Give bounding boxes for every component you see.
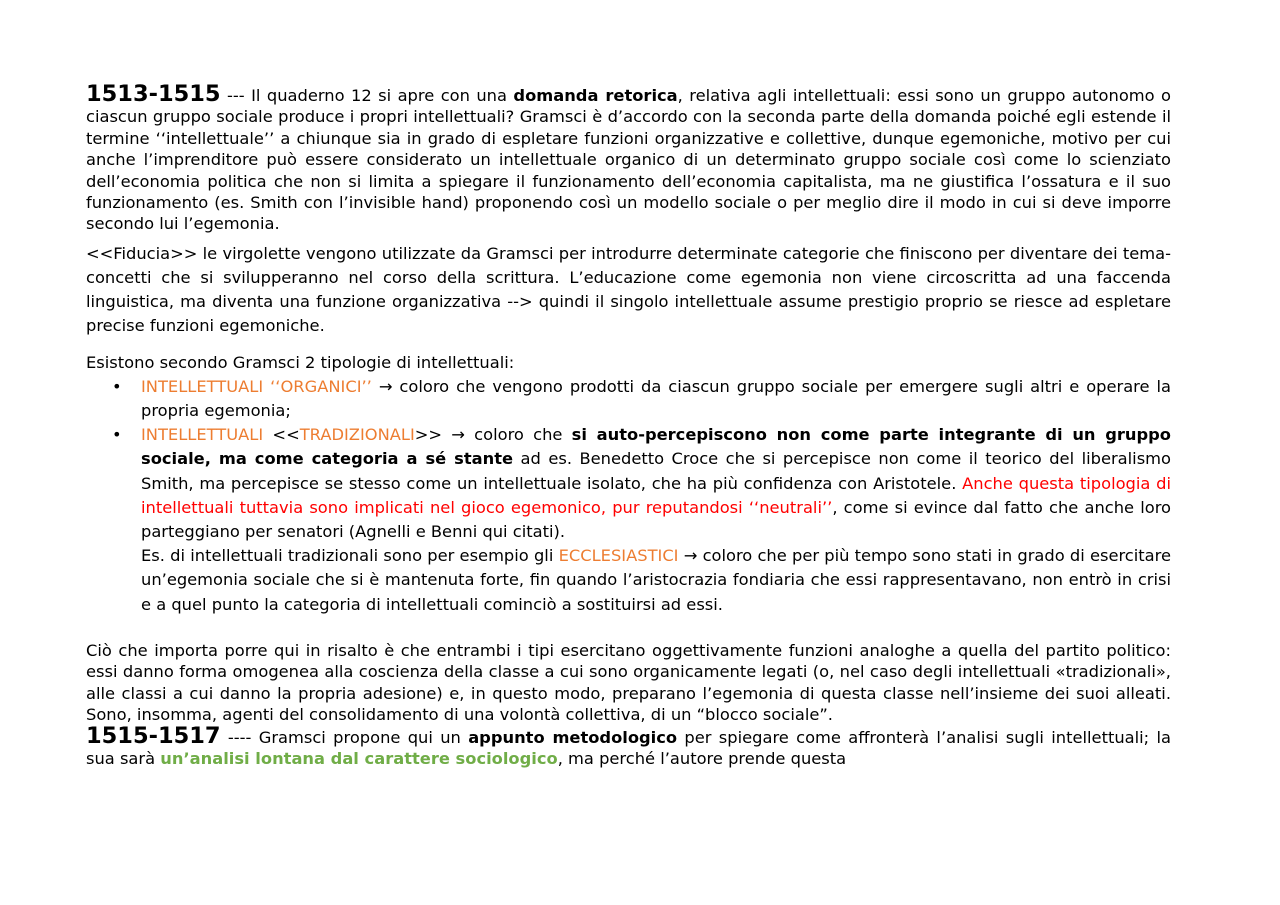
green-highlight-text: un’analisi lontana dal carattere sociologico (160, 748, 558, 768)
bold-appunto-metodologico: appunto metodologico (468, 727, 678, 747)
section-heading-1515-1517: 1515-1517 (86, 722, 221, 749)
label-intellettuali: INTELLETTUALI (141, 425, 264, 445)
document-page (86, 81, 1172, 769)
list-item-organici: • INTELLETTUALI ‘‘ORGANICI’’ → coloro che vengono prodotti da ciascun gruppo sociale per emergere sugli altri e operare la propria egemonia; (112, 376, 1171, 421)
bold-domanda-retorica: domanda retorica (513, 86, 678, 105)
paragraph-funzioni-analoghe: Ciò che importa porre qui in risalto è che entrambi i tipi esercitano oggettivamente funzioni analoghe a quella del partito politico: essi danno forma omogenea alla coscienza della classe a cui sono organicamente legati (o, nel caso degli intellettuali «tradizionali», alle classi a cui danno la propria adesione) e, in questo modo, preparano l’egemonia di questa classe nell’insieme dei suoi alleati. Sono, insomma, agenti del consolidamento di una volontà collettiva, di un “blocco sociale”. (86, 640, 1171, 725)
section-heading-1513-1515: 1513-1515 (86, 81, 221, 107)
ecclesiastici-example: Es. di intellettuali tradizionali sono per esempio gli ECCLESIASTICI → coloro che per più tempo sono stati in grado di esercitare un’egemonia sociale che si è mantenuta forte, fin quando l’aristocrazia fondiaria che essi rappresentavano, non entrò in crisi e a quel punto la categoria di intellettuali cominciò a sostituirsi ad essi. (141, 546, 1171, 614)
label-ecclesiastici: ECCLESIASTICI (558, 546, 679, 566)
list-item-tradizionali: • INTELLETTUALI <<TRADIZIONALI>> → coloro che si auto-percepiscono non come parte integrante di un gruppo sociale, ma come categoria a sé stante ad es. Benedetto Croce che si percepisce non come il teorico del liberalismo Smith, ma percepisce se stesso come un intellettuale isolato, che ha più confidenza con Aristotele. Anche questa tipologia di intellettuali tuttavia sono implicati nel gioco egemonico, pur reputandosi ‘‘neutrali’’, come si evince dal fatto che anche loro parteggiano per senatori (Agnelli e Benni qui citati). Es. di intellettuali tradizionali sono per esempio gli ECCLESIASTICI → coloro che per più tempo sono stati in grado di esercitare un’egemonia sociale che si è mantenuta forte, fin quando l’aristocrazia fondiaria che essi rappresentavano, non entrò in crisi e a quel punto la categoria di intellettuali cominciò a sostituirsi ad essi. (86, 423, 1171, 617)
label-tradizionali: TRADIZIONALI (299, 425, 415, 445)
bullet-icon: • (112, 376, 122, 396)
paragraph-tipologie-intro: Esistono secondo Gramsci 2 tipologie di intellettuali: (86, 352, 515, 372)
intellectual-types-list (86, 375, 1171, 617)
bullet-icon: • (112, 425, 122, 445)
paragraph-fiducia: <<Fiducia>> le virgolette vengono utilizzate da Gramsci per introdurre determinate categorie che finiscono per diventare dei tema-concetti che si svilupperanno nel corso della scrittura. L’educazione come egemonia non viene circoscritta ad una faccenda linguistica, ma diventa una funzione organizzativa --> quindi il singolo intellettuale assume prestigio proprio se riesce ad espletare precise funzioni egemoniche. (86, 243, 1171, 336)
red-highlight-text: Anche questa tipologia di intellettuali tuttavia sono implicati nel gioco egemonico, pur reputandosi ‘‘neutrali’’ (141, 473, 1171, 517)
paragraph-1513-1515: 1513-1515 --- Il quaderno 12 si apre con una domanda retorica, relativa agli intellettuali: essi sono un gruppo autonomo o ciascun gruppo sociale produce i propri intellettuali? Gramsci è d’accordo con la seconda parte della domanda poiché egli estende il termine ‘‘intellettuale’’ a chiunque sia in grado di espletare funzioni organizzative e collettive, dunque egemoniche, motivo per cui anche l’imprenditore può essere considerato un intellettuale organico di un determinato gruppo sociale così come lo scienziato dell’economia politica che non si limita a spiegare il funzionamento dell’economia capitalista, ma ne giustifica l’ossatura e il suo funzionamento (es. Smith con l’invisible hand) proponendo così un modello sociale o per meglio dire il modo in cui si deve imporre secondo lui l’egemonia. (86, 81, 1171, 234)
label-organici: INTELLETTUALI ‘‘ORGANICI’’ (141, 376, 372, 396)
bold-auto-percepiscono: si auto-percepiscono non come parte integrante di un gruppo sociale, ma come categoria a sé stante (141, 425, 1171, 469)
paragraph-1515-1517: 1515-1517 ---- Gramsci propone qui un appunto metodologico per spiegare come affronterà l’analisi sugli intellettuali; la sua sarà un’analisi lontana dal carattere sociologico, ma perché l’autore prende questa (86, 722, 1171, 768)
